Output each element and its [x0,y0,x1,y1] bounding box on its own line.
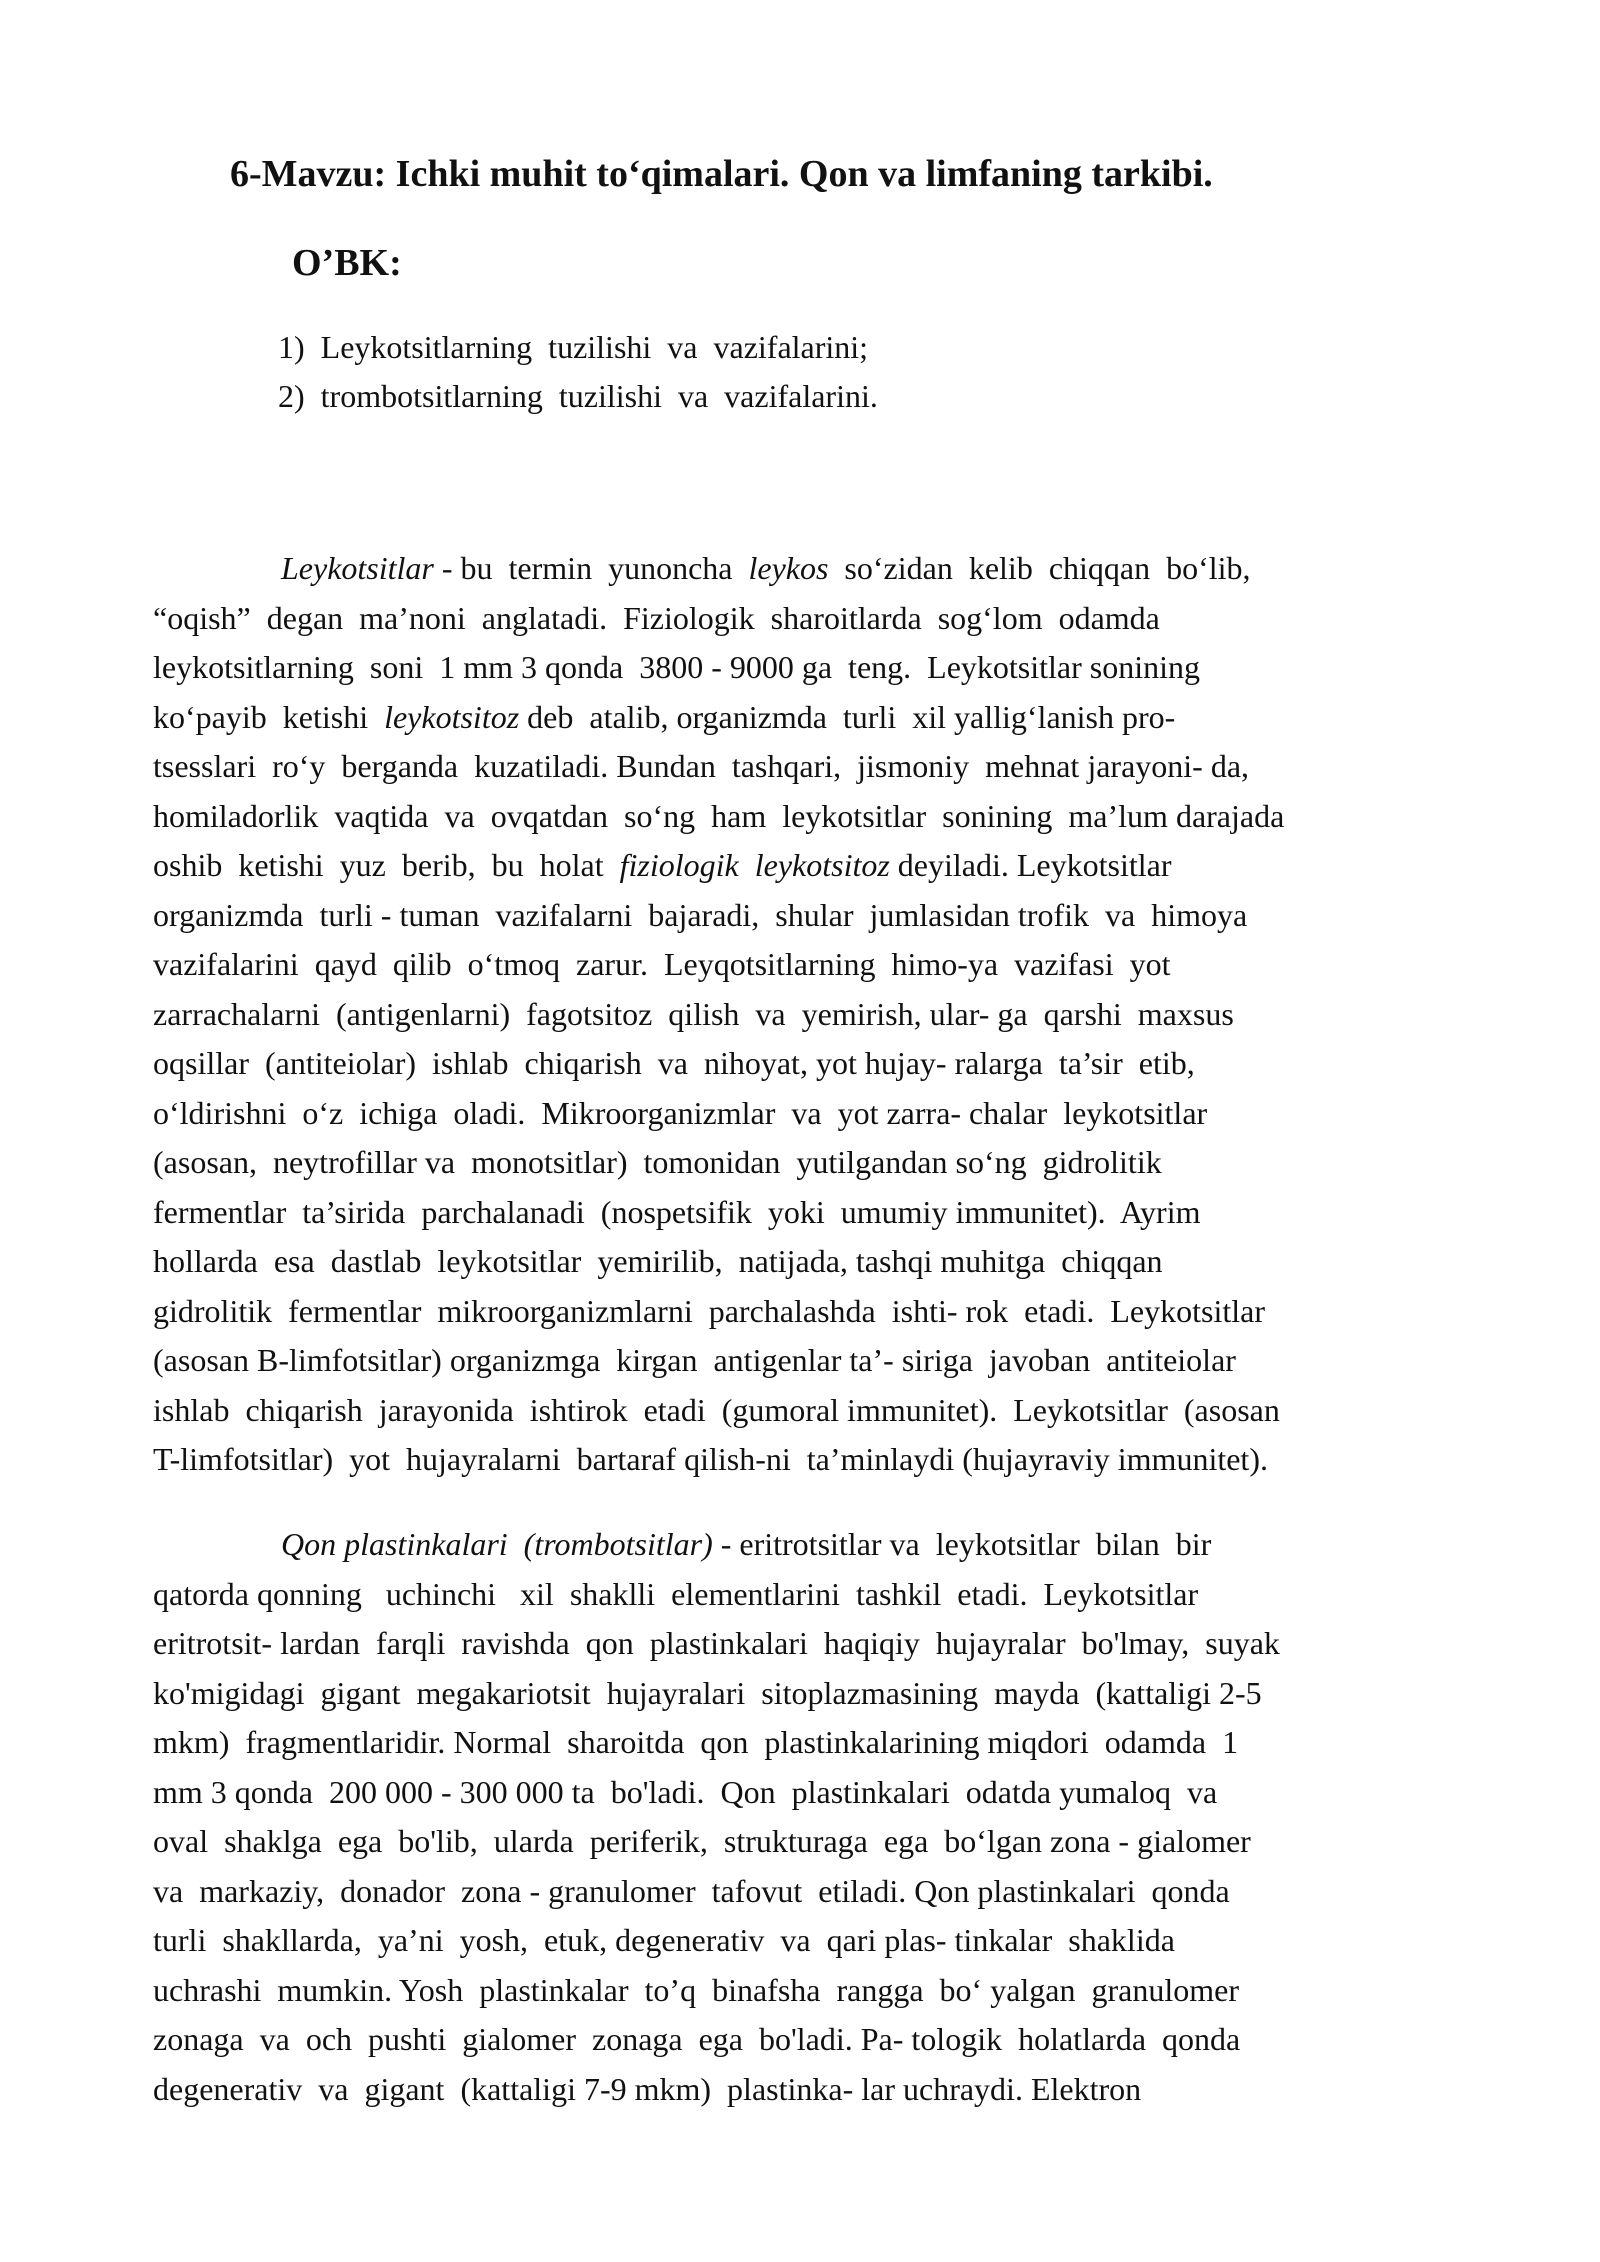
text-run: oqsillar (antiteiolar) ishlab chiqarish va nihoyat, yot hujay- ralarga ta’sir etib, [153,1045,1195,1081]
text-run: va markaziy, donador zona - granulomer tafovut etiladi. Qon plastinkalari qonda [153,1872,1230,1909]
text-line [153,1768,1280,1818]
italic-term: leykos [748,550,829,586]
italic-term: leykotsitoz [384,698,520,735]
text-run: ko‘payib ketishi [153,698,385,735]
text-line [153,693,1284,743]
text-line [153,1619,1280,1669]
text-run: zarrachalarni (antigenlarni) fagotsitoz qilish va yemirish, ular- ga qarshi maxsus [153,995,1234,1032]
text-run: ko'migidagi gigant megakariotsit hujayralari sitoplazmasining mayda (kattaligi 2-5 [153,1674,1262,1711]
text-run: mkm) fragmentlaridir. Normal sharoitda qon plastinkalarining miqdori odamda 1 [153,1724,1239,1760]
text-line [153,1435,1284,1485]
text-line [153,1718,1280,1768]
text-run: eritrotsit- lardan farqli ravishda qon plastinkalari haqiqiy hujayralar bo'lmay, suyak [153,1625,1280,1661]
text-line [153,1138,1284,1188]
text-run: homiladorlik vaqtida va ovqatdan so‘ng ham leykotsitlar sonining ma’lum darajada [153,797,1285,834]
italic-term: fiziologik leykotsitoz [619,847,890,883]
italic-term: Qon plastinkalari (trombotsitlar) [281,1526,713,1562]
text-run: uchrashi mumkin. Yosh plastinkalar to’q binafsha rangga bo‘ yalgan granulomer [153,1971,1239,2008]
goal-item: 2) trombotsitlarning tuzilishi va vazifalarini. [278,378,878,414]
text-run: degenerativ va gigant (kattaligi 7-9 mkm) plastinka- lar uchraydi. Elektron [153,2070,1142,2107]
paragraph-leykotsitlar [153,544,1284,1485]
goal-item: 1) Leykotsitlarning tuzilishi va vazifalarini; [278,329,869,365]
text-line [153,1386,1284,1436]
text-run: gidrolitik fermentlar mikroorganizmlarni parchalashda ishti- rok etadi. Leykotsitlar [153,1292,1265,1329]
text-run: T-limfotsitlar) yot hujayralarni bartaraf qilish-ni ta’minlaydi (hujayraviy immunitet). [153,1441,1268,1477]
text-line [153,1287,1284,1337]
text-line [153,1817,1280,1867]
text-run: leykotsitlarning soni 1 mm 3 qonda 3800 - 9000 ga teng. Leykotsitlar sonining [153,649,1200,685]
text-run: hollarda esa dastlab leykotsitlar yemirilib, natijada, tashqi muhitga chiqqan [153,1243,1163,1279]
text-run: vazifalarini qayd qilib o‘tmoq zarur. Leyqotsitlarning himo-ya vazifasi yot [153,946,1171,982]
text-run: turli shakllarda, ya’ni yosh, etuk, degenerativ va qari plas- tinkalar shaklida [153,1922,1175,1958]
text-line [153,1916,1280,1966]
text-line [153,1336,1284,1386]
text-run: qatorda qonning uchinchi xil shaklli elementlarini tashkil etadi. Leykotsitlar [153,1575,1199,1612]
paragraph-trombotsitlar [153,1520,1280,2114]
text-run: oshib ketishi yuz berib, bu holat [153,847,620,883]
text-run: deyiladi. Leykotsitlar [889,847,1172,883]
text-run: - eritrotsitlar va leykotsitlar bilan bir [712,1526,1212,1562]
text-run: tsesslari ro‘y berganda kuzatiladi. Bundan tashqari, jismoniy mehnat jarayoni- da, [153,748,1250,784]
obk-heading: O’BK: [292,242,402,284]
text-line [153,891,1284,941]
text-line [153,841,1284,891]
text-line [153,940,1284,990]
text-run: organizmda turli - tuman vazifalarni bajaradi, shular jumlasidan trofik va himoya [153,896,1248,933]
text-line [153,1570,1280,1620]
text-line [153,1867,1280,1917]
text-run: (asosan, neytrofillar va monotsitlar) tomonidan yutilgandan so‘ng gidrolitik [153,1144,1162,1180]
page-title: 6-Mavzu: Ichki muhit to‘qimalari. Qon va limfaning tarkibi. [230,153,1213,195]
text-line [153,643,1284,693]
text-line [153,990,1284,1040]
text-line [153,1039,1284,1089]
text-run: fermentlar ta’sirida parchalanadi (nospetsifik yoki umumiy immunitet). Ayrim [153,1193,1201,1230]
text-run [153,550,281,586]
text-line [153,544,1284,594]
italic-term: Leykotsitlar [281,550,434,586]
text-run: - bu termin yunoncha [433,550,749,586]
text-run: so‘zidan kelib chiqqan bo‘lib, [828,550,1251,586]
text-run [153,1526,281,1562]
text-line [153,1089,1284,1139]
text-run: o‘ldirishni o‘z ichiga oladi. Mikroorganizmlar va yot zarra- chalar leykotsitlar [153,1094,1208,1131]
goals-list [278,323,878,421]
text-run: “oqish” degan ma’noni anglatadi. Fiziologik sharoitlarda sog‘lom odamda [153,599,1160,636]
text-line [153,2065,1280,2115]
text-run: (asosan B-limfotsitlar) organizmga kirgan antigenlar ta’- siriga javoban antiteiolar [153,1342,1236,1378]
text-run: zonaga va och pushti gialomer zonaga ega bo'ladi. Pa- tologik holatlarda qonda [153,2021,1241,2057]
text-line [153,1520,1280,1570]
text-run: oval shaklga ega bo'lib, ularda periferik, strukturaga ega bo‘lgan zona - gialomer [153,1823,1251,1859]
text-line [153,2015,1280,2065]
text-line [153,1966,1280,2016]
text-run: ishlab chiqarish jarayonida ishtirok etadi (gumoral immunitet). Leykotsitlar (asosan [153,1391,1280,1428]
text-line [153,1237,1284,1287]
text-line [153,1669,1280,1719]
text-line [153,792,1284,842]
text-run: mm 3 qonda 200 000 - 300 000 ta bo'ladi. Qon plastinkalari odatda yumaloq va [153,1773,1218,1810]
text-line [153,1188,1284,1238]
text-line [153,742,1284,792]
text-line [153,594,1284,644]
text-run: deb atalib, organizmda turli xil yallig‘lanish pro- [519,698,1176,735]
